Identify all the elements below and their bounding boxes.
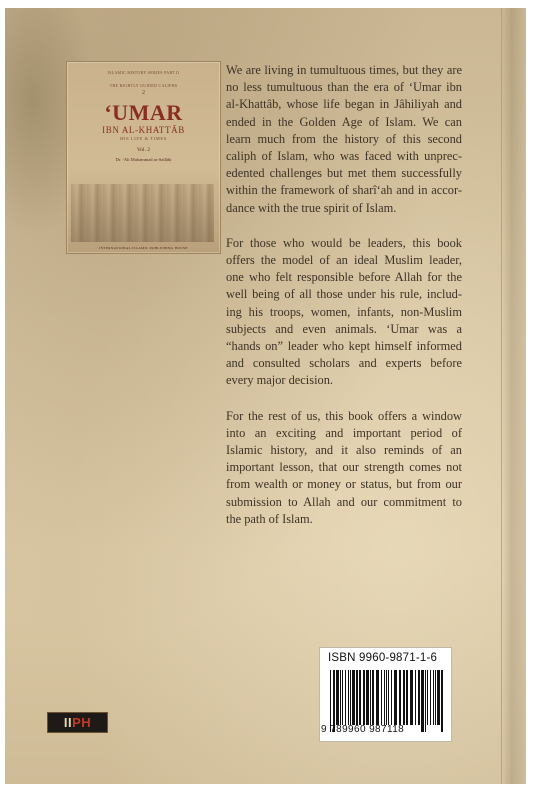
isbn-label: ISBN 9960-9871-1-6 <box>328 652 438 664</box>
blurb-paragraph-1 <box>226 62 462 217</box>
barcode-bar <box>356 670 358 725</box>
barcode-bar <box>372 670 374 725</box>
barcode-bar <box>348 670 349 725</box>
blurb-line: For those who would be leaders, this book <box>226 235 462 250</box>
blurb-line: important lesson, that our strength comes not <box>226 460 462 475</box>
thumbnail-series-line2: THE RIGHTLY GUIDED CALIPHS <box>109 83 178 88</box>
thumbnail-number: 2 <box>142 90 145 96</box>
blurb-line: ing his troops, women, infants, non-Muslim <box>226 304 462 319</box>
barcode-bar <box>376 670 379 725</box>
barcode-bar <box>366 670 369 725</box>
barcode-bar <box>340 670 341 725</box>
thumbnail-series-line1: ISLAMIC HISTORY SERIES PART II <box>107 70 180 75</box>
barcode-bar <box>441 670 443 732</box>
iiph-publisher-logo <box>47 712 108 733</box>
barcode-bar <box>399 670 401 725</box>
blurb-line: dance with the true spirit of Islam. <box>226 200 397 215</box>
blurb-paragraph-3 <box>226 408 462 528</box>
barcode-bar <box>425 670 426 732</box>
barcode-bar <box>381 670 382 725</box>
barcode-bar <box>370 670 371 725</box>
blurb-line: submission to Allah and our commitment to <box>226 494 462 509</box>
barcode-bar <box>386 670 387 725</box>
barcode-bar <box>421 670 424 732</box>
blurb-line: For the rest of us, this book offers a window <box>226 408 462 423</box>
barcode-bar <box>330 670 331 732</box>
thumbnail-author: Dr. ‘Ali Muhammad as-Sallābi <box>115 157 172 162</box>
barcode-bar <box>359 670 361 725</box>
blurb-line: learn much from the history of this second <box>226 131 462 146</box>
barcode-bar <box>433 670 434 725</box>
barcode-bar <box>388 670 389 725</box>
barcode-bar <box>336 670 339 725</box>
barcode-bar <box>430 670 431 725</box>
barcode-bar <box>352 670 355 725</box>
blurb-line: well being of all those under his rule, includ- <box>226 287 462 302</box>
barcode-bar <box>394 670 397 725</box>
barcode-bar <box>427 670 428 725</box>
barcode-bar <box>410 670 413 725</box>
thumbnail-subtitle: IBN AL-KHATTĀB <box>102 125 185 135</box>
barcode-bar <box>345 670 346 725</box>
blurb-line: ended in the Golden Age of Islam. We can <box>226 114 462 129</box>
blurb-line: the path of Islam. <box>226 511 313 526</box>
barcode-bar <box>350 670 351 725</box>
blurb-line: into an exciting and important period of <box>226 425 462 440</box>
blurb-line: We are living in tumultuous times, but they are <box>226 63 462 77</box>
barcode-bar <box>418 670 420 725</box>
blurb-line: al-Khattâb, whose life began in Jâhiliyah and <box>226 97 462 112</box>
blurb-line: edented challenges but met them successfully <box>226 166 462 181</box>
barcode-bar <box>363 670 365 725</box>
blurb-line: one who felt responsible before Allah for the <box>226 270 462 285</box>
blurb-paragraph-2 <box>226 235 462 390</box>
spine-edge <box>501 8 526 784</box>
blurb-line: and consulted scholars and experts before <box>226 356 462 371</box>
blurb-line: subjects and even animals. ‘Umar was a <box>226 321 462 336</box>
blurb-line: Islamic history, and it also reminds of an <box>226 443 462 458</box>
blurb-line: within the framework of sharî‘ah and in accor- <box>226 183 462 198</box>
thumbnail-publisher: INTERNATIONAL ISLAMIC PUBLISHING HOUSE <box>99 246 188 250</box>
blurb-line: “hands on” leader who kept himself informed <box>226 339 462 354</box>
barcode-digits: 9 789960 987118 <box>321 724 405 735</box>
barcode-bars <box>330 670 445 725</box>
barcode-bar <box>342 670 343 725</box>
barcode-bar <box>406 670 408 725</box>
barcode-bar <box>437 670 440 725</box>
blurb-line: from wealth or money or status, but from our <box>226 477 462 492</box>
logo-text-b: PH <box>72 715 92 730</box>
barcode-bar <box>403 670 405 725</box>
back-cover <box>5 8 526 784</box>
thumbnail-title: ‘UMAR <box>104 100 183 125</box>
barcode-bar <box>333 670 335 732</box>
back-cover-blurb <box>226 62 462 546</box>
barcode-bar <box>415 670 416 725</box>
blurb-line: offers the model of an ideal Muslim leader, <box>226 253 462 268</box>
barcode-bar <box>391 670 392 725</box>
blurb-line: every major decision. <box>226 373 334 388</box>
thumbnail-volume: Vol. 2 <box>136 147 151 153</box>
barcode-bar <box>435 670 436 725</box>
logo-text-a: II <box>63 715 73 730</box>
isbn-barcode <box>319 647 452 742</box>
blurb-line: caliph of Islam, who was faced with unprec- <box>226 149 462 164</box>
thumbnail-subtitle2: HIS LIFE & TIMES <box>120 136 167 141</box>
front-cover-thumbnail <box>66 61 221 254</box>
barcode-bar <box>384 670 385 725</box>
thumbnail-city-photo <box>71 184 214 242</box>
blurb-line: no less tumultuous than the era of ‘Umar ibn <box>226 80 462 95</box>
